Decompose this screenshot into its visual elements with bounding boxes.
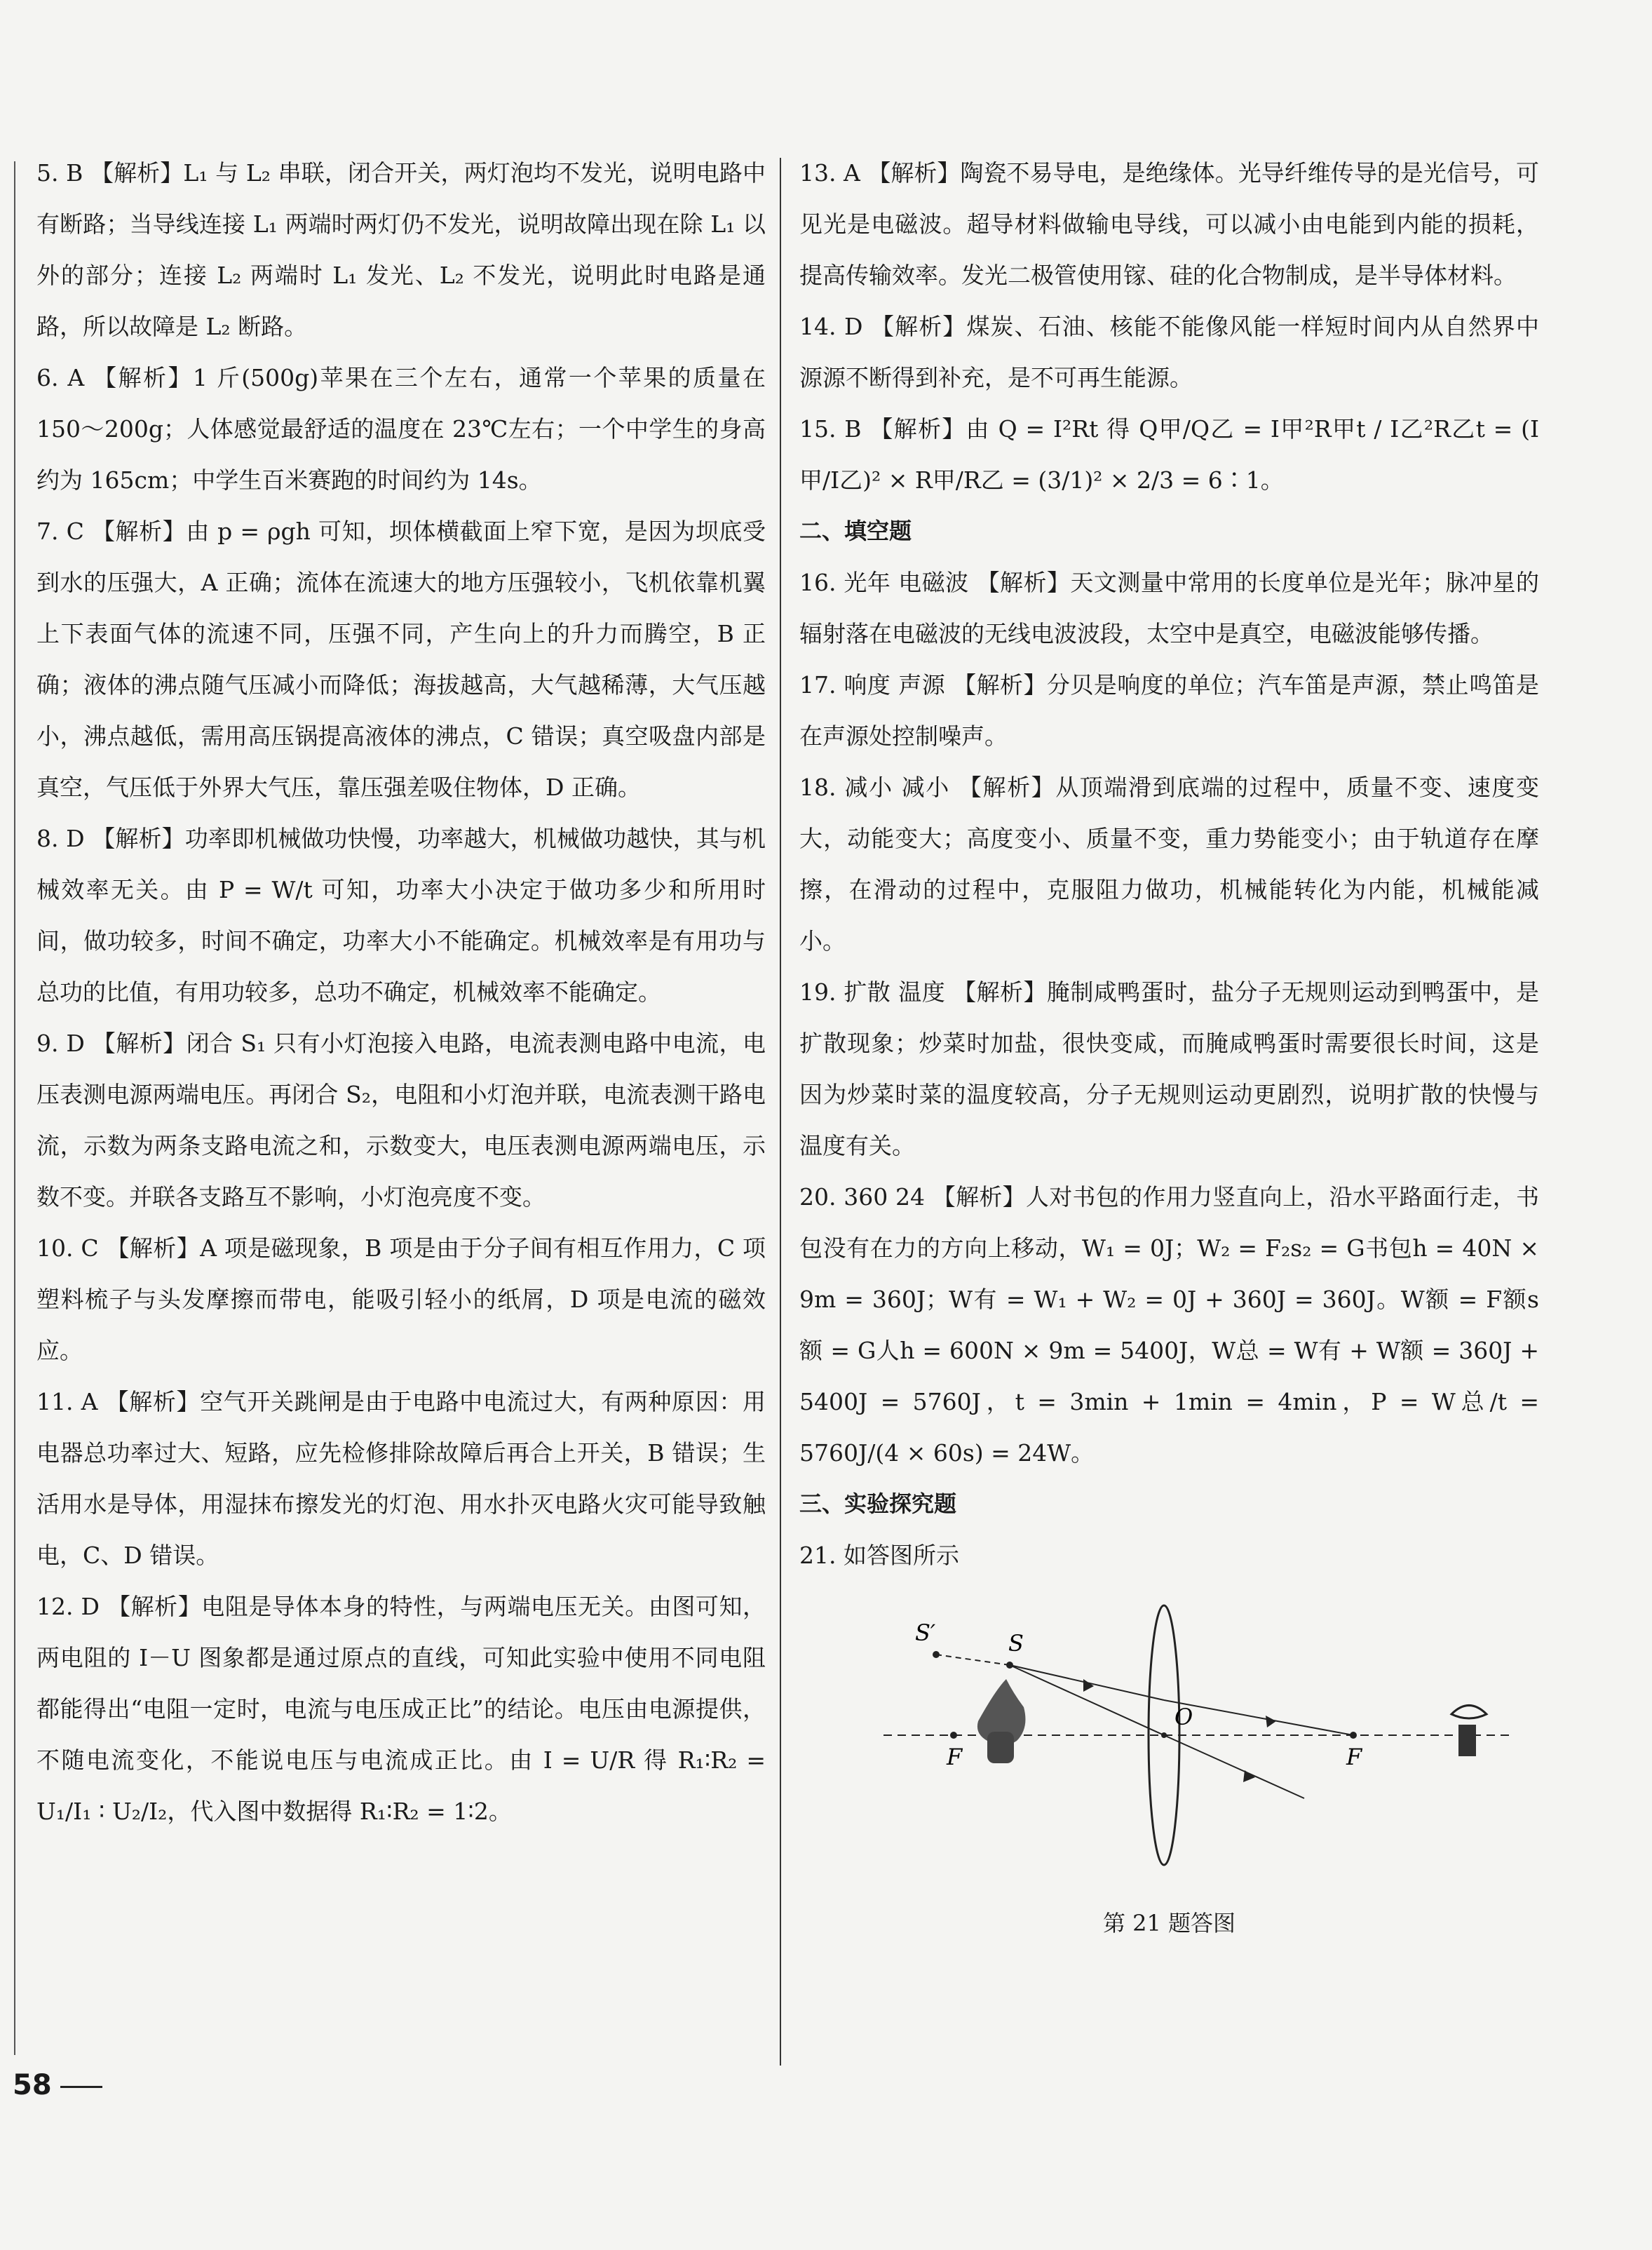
answer-16: 16. 光年 电磁波 【解析】天文测量中常用的长度单位是光年；脉冲星的辐射落在电磁波的无线电波波段，太空中是真空，电磁波能够传播。 (799, 569, 1539, 647)
label-s: S (1008, 1630, 1024, 1657)
ray-incident-2 (1010, 1665, 1164, 1735)
label-f-left: F (947, 1744, 963, 1770)
answer-9: 9. D 【解析】闭合 S₁ 只有小灯泡接入电路，电流表测电路中电流，电压表测电源两端电压。再闭合 S₂，电阻和小灯泡并联，电流表测干路电流，示数为两条支路电流之和，示数变大，电压表测电源两端电压，示数不变。并联各支路互不影响，小灯泡亮度不变。 (36, 1030, 766, 1211)
focal-point-left (950, 1732, 957, 1739)
answer-5: 5. B 【解析】L₁ 与 L₂ 串联，闭合开关，两灯泡均不发光，说明电路中有断路；当导线连接 L₁ 两端时两灯仍不发光，说明故障出现在除 L₁ 以外的部分；连接 L₂ 两端时 L₁ 发光、L₂ 不发光，说明此时电路是通路，所以故障是 L₂ 断路。 (36, 159, 766, 340)
answer-7: 7. C 【解析】由 p = ρgh 可知，坝体横截面上窄下宽，是因为坝底受到水的压强大，A 正确；流体在流速大的地方压强较小，飞机依靠机翼上下表面气体的流速不同，压强不同，产生向上的升力而腾空，B 正确；液体的沸点随气压减小而降低；海拔越高，大气越稀薄，大气压越小，沸点越低，需用高压锅提高液体的沸点，C 错误；真空吸盘内部是真空，气压低于外界大气压，靠压强差吸住物体，D 正确。 (36, 518, 766, 801)
ray-arrow-3 (1243, 1770, 1255, 1782)
right-column (799, 147, 1539, 1944)
eye-icon (1451, 1706, 1487, 1719)
answer-21: 21. 如答图所示 (799, 1542, 959, 1569)
answer-8: 8. D 【解析】功率即机械做功快慢，功率越大，机械做功越快，其与机械效率无关。由 P = W/t 可知，功率大小决定于做功多少和所用时间，做功较多，时间不确定，功率大小不能确定。机械效率是有用功与总功的比值，有用功较多，总功不确定，机械效率不能确定。 (36, 825, 766, 1006)
answer-10: 10. C 【解析】A 项是磁现象，B 项是由于分子间有相互作用力，C 项塑料梳子与头发摩擦而带电，能吸引轻小的纸屑，D 项是电流的磁效应。 (36, 1234, 766, 1364)
answer-17: 17. 响度 声源 【解析】分贝是响度的单位；汽车笛是声源，禁止鸣笛是在声源处控制噪声。 (799, 671, 1539, 750)
answer-12: 12. D 【解析】电阻是导体本身的特性，与两端电压无关。由图可知，两电阻的 I－U 图象都是通过原点的直线，可知此实验中使用不同电阻都能得出“电阻一定时，电流与电压成正比”的结论。电压由电源提供，不随电流变化，不能说电压与电流成正比。由 I = U/R 得 R₁∶R₂ = U₁/I₁ ∶ U₂/I₂，代入图中数据得 R₁∶R₂ = 1∶2。 (36, 1593, 766, 1825)
answer-13: 13. A 【解析】陶瓷不易导电，是绝缘体。光导纤维传导的是光信号，可见光是电磁波。超导材料做输电导线，可以减小由电能到内能的损耗，提高传输效率。发光二极管使用镓、硅的化合物制成，是半导体材料。 (799, 159, 1539, 289)
binding-rule (14, 161, 15, 2055)
figure-caption: 第 21 题答图 (1102, 1910, 1236, 1936)
answer-11: 11. A 【解析】空气开关跳闸是由于电路中电流过大，有两种原因：用电器总功率过大、短路，应先检修排除故障后再合上开关，B 错误；生活用水是导体，用湿抹布擦发光的灯泡、用水扑灭电路火灾可能导致触电，C、D 错误。 (36, 1388, 766, 1569)
label-f-right: F (1346, 1744, 1362, 1770)
answer-6: 6. A 【解析】1 斤(500g)苹果在三个左右，通常一个苹果的质量在 150～200g；人体感觉最舒适的温度在 23℃左右；一个中学生的身高约为 165cm；中学生百米赛跑的时间约为 14s。 (36, 364, 766, 494)
column-divider (780, 158, 781, 2066)
ray-arrow-1 (1083, 1679, 1094, 1692)
virtual-ray (936, 1655, 1010, 1665)
lens-diagram-svg (799, 1581, 1539, 1897)
answer-18: 18. 减小 减小 【解析】从顶端滑到底端的过程中，质量不变、速度变大，动能变大；高度变小、质量不变，重力势能变小；由于轨道存在摩擦，在滑动的过程中，克服阻力做功，机械能转化为内能，机械能减小。 (799, 774, 1539, 955)
answer-20: 20. 360 24 【解析】人对书包的作用力竖直向上，沿水平路面行走，书包没有在力的方向上移动，W₁ = 0J；W₂ = F₂s₂ = G书包h = 40N × 9m = 360J；W有 = W₁ + W₂ = 0J + 360J = 360J。W额 = F额s额 = G人h = 600N × 9m = 5400J，W总 = W有 + W额 = 360J + 5400J = 5760J，t = 3min + 1min = 4min，P = W总/t = 5760J/(4 × 60s) = 24W。 (799, 1183, 1539, 1467)
section-heading-fill: 二、填空题 (799, 518, 912, 544)
label-o: O (1174, 1704, 1193, 1730)
lens-diagram (799, 1581, 1539, 1897)
candle-base (987, 1732, 1014, 1763)
eye-icon-body (1458, 1725, 1476, 1756)
label-s-prime: S′ (915, 1619, 936, 1646)
ray-arrow-2 (1266, 1716, 1276, 1727)
page-number: 58 (13, 2069, 102, 2101)
answer-14: 14. D 【解析】煤炭、石油、核能不能像风能一样短时间内从自然界中源源不断得到补充，是不可再生能源。 (799, 313, 1539, 391)
ray-refracted-2 (1164, 1735, 1304, 1798)
answer-19: 19. 扩散 温度 【解析】腌制咸鸭蛋时，盐分子无规则运动到鸭蛋中，是扩散现象；炒菜时加盐，很快变咸，而腌咸鸭蛋时需要很长时间，这是因为炒菜时菜的温度较高，分子无规则运动更剧烈，说明扩散的快慢与温度有关。 (799, 978, 1539, 1159)
answer-15: 15. B 【解析】由 Q = I²Rt 得 Q甲/Q乙 = I甲²R甲t / I乙²R乙t = (I甲/I乙)² × R甲/R乙 = (3/1)² × 2/3 = 6∶1。 (799, 415, 1539, 494)
left-column (36, 147, 766, 1837)
section-heading-experiment: 三、实验探究题 (799, 1490, 957, 1517)
